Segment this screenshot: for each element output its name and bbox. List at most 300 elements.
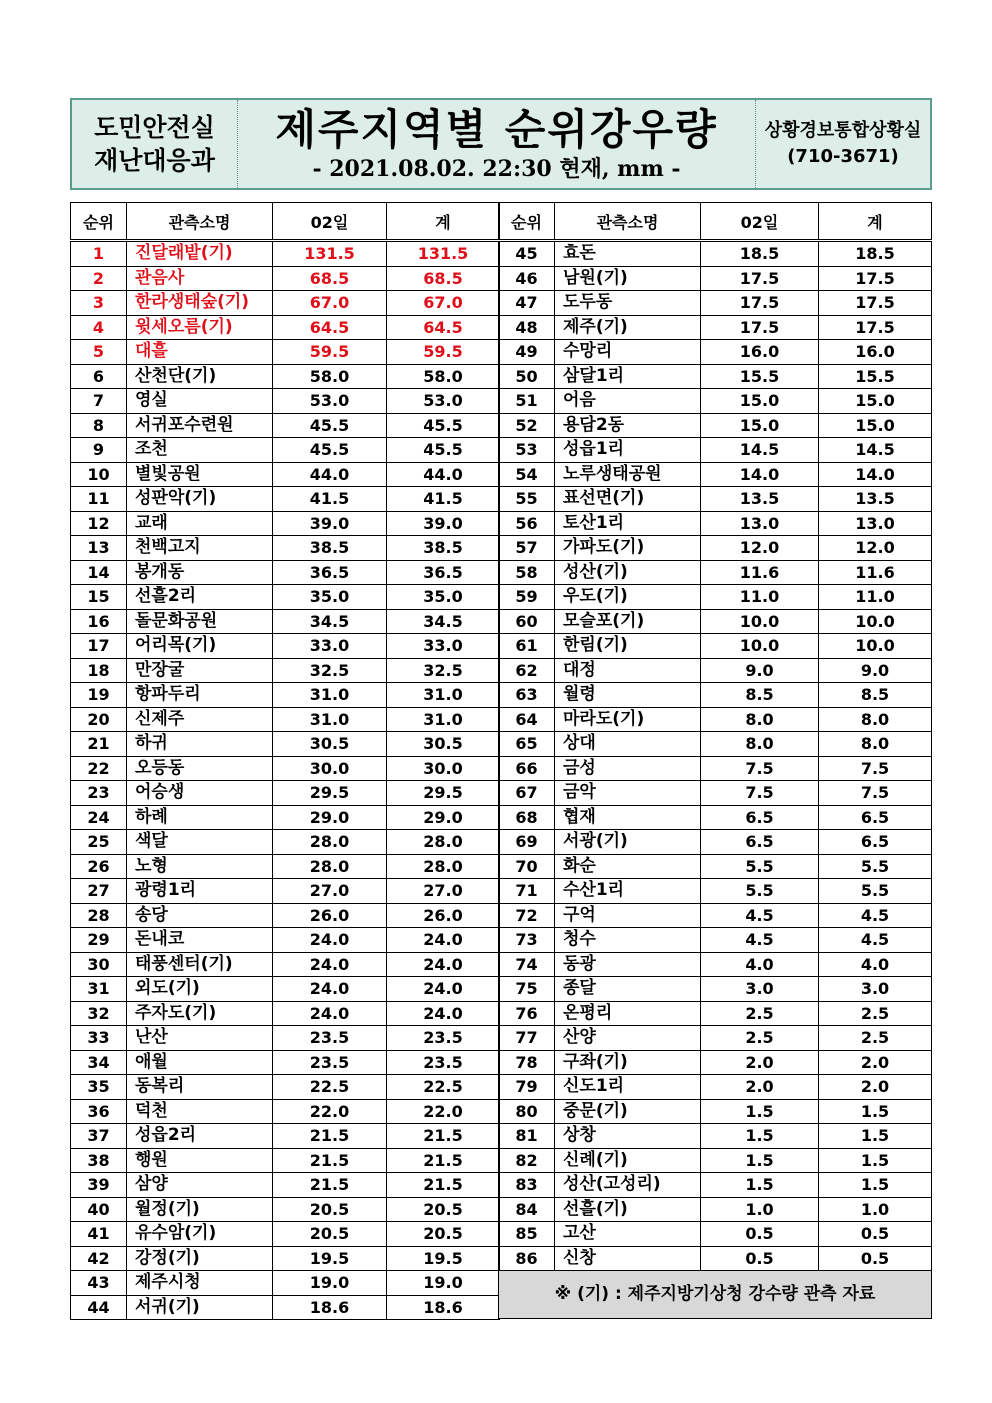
day-rainfall-cell: 17.5 <box>701 266 819 291</box>
total-rainfall-cell: 1.0 <box>819 1197 932 1222</box>
station-name-cell: 삼달1리 <box>555 364 701 389</box>
total-rainfall-cell: 24.0 <box>387 952 500 977</box>
station-name-cell: 한라생태숲(기) <box>127 291 273 316</box>
day-rainfall-cell: 1.5 <box>701 1099 819 1124</box>
footnote: ※ (기) : 제주지방기상청 강수량 관측 자료 <box>499 1271 932 1319</box>
rank-cell: 68 <box>499 805 555 830</box>
header-total: 계 <box>387 203 500 241</box>
total-rainfall-cell: 4.0 <box>819 952 932 977</box>
day-rainfall-cell: 1.5 <box>701 1148 819 1173</box>
total-rainfall-cell: 24.0 <box>387 1001 500 1026</box>
day-rainfall-cell: 0.5 <box>701 1222 819 1247</box>
table-row <box>71 560 500 585</box>
total-rainfall-cell: 7.5 <box>819 781 932 806</box>
day-rainfall-cell: 67.0 <box>273 291 387 316</box>
day-rainfall-cell: 13.5 <box>701 487 819 512</box>
total-rainfall-cell: 4.5 <box>819 928 932 953</box>
table-row <box>499 830 932 855</box>
rank-cell: 36 <box>71 1099 127 1124</box>
day-rainfall-cell: 30.0 <box>273 756 387 781</box>
table-row <box>71 585 500 610</box>
table-row <box>71 511 500 536</box>
station-name-cell: 태풍센터(기) <box>127 952 273 977</box>
rank-cell: 43 <box>71 1271 127 1296</box>
total-rainfall-cell: 30.5 <box>387 732 500 757</box>
rank-cell: 57 <box>499 536 555 561</box>
total-rainfall-cell: 8.0 <box>819 732 932 757</box>
station-name-cell: 어음 <box>555 389 701 414</box>
day-rainfall-cell: 18.5 <box>701 241 819 267</box>
total-rainfall-cell: 44.0 <box>387 462 500 487</box>
day-rainfall-cell: 18.6 <box>273 1295 387 1320</box>
rank-cell: 42 <box>71 1246 127 1271</box>
station-name-cell: 토산1리 <box>555 511 701 536</box>
station-name-cell: 유수암(기) <box>127 1222 273 1247</box>
day-rainfall-cell: 44.0 <box>273 462 387 487</box>
station-name-cell: 조천 <box>127 438 273 463</box>
table-row <box>71 879 500 904</box>
table-row <box>71 781 500 806</box>
total-rainfall-cell: 21.5 <box>387 1148 500 1173</box>
table-row <box>499 634 932 659</box>
total-rainfall-cell: 22.5 <box>387 1075 500 1100</box>
page-title: 제주지역별 순위강우량 <box>275 105 718 154</box>
rank-cell: 3 <box>71 291 127 316</box>
table-row <box>499 266 932 291</box>
station-name-cell: 애월 <box>127 1050 273 1075</box>
table-row <box>71 1001 500 1026</box>
rank-cell: 40 <box>71 1197 127 1222</box>
rank-cell: 47 <box>499 291 555 316</box>
total-rainfall-cell: 10.0 <box>819 609 932 634</box>
station-name-cell: 윗세오름(기) <box>127 315 273 340</box>
department-line2: 재난대응과 <box>94 146 215 175</box>
rank-cell: 59 <box>499 585 555 610</box>
total-rainfall-cell: 9.0 <box>819 658 932 683</box>
table-row <box>71 1173 500 1198</box>
total-rainfall-cell: 4.5 <box>819 903 932 928</box>
total-rainfall-cell: 21.5 <box>387 1124 500 1149</box>
station-name-cell: 송당 <box>127 903 273 928</box>
total-rainfall-cell: 0.5 <box>819 1222 932 1247</box>
header-day: 02일 <box>273 203 387 241</box>
day-rainfall-cell: 53.0 <box>273 389 387 414</box>
table-row <box>71 854 500 879</box>
total-rainfall-cell: 27.0 <box>387 879 500 904</box>
day-rainfall-cell: 22.5 <box>273 1075 387 1100</box>
table-row <box>71 1246 500 1271</box>
total-rainfall-cell: 14.0 <box>819 462 932 487</box>
table-row <box>71 1148 500 1173</box>
station-name-cell: 청수 <box>555 928 701 953</box>
department-line1: 도민안전실 <box>94 113 215 142</box>
day-rainfall-cell: 59.5 <box>273 340 387 365</box>
day-rainfall-cell: 26.0 <box>273 903 387 928</box>
station-name-cell: 산양 <box>555 1026 701 1051</box>
rank-cell: 38 <box>71 1148 127 1173</box>
department-box <box>72 100 238 188</box>
rank-cell: 15 <box>71 585 127 610</box>
rank-cell: 81 <box>499 1124 555 1149</box>
header-total: 계 <box>819 203 932 241</box>
rank-cell: 82 <box>499 1148 555 1173</box>
table-row <box>71 1026 500 1051</box>
rank-cell: 26 <box>71 854 127 879</box>
station-name-cell: 수망리 <box>555 340 701 365</box>
rank-cell: 16 <box>71 609 127 634</box>
day-rainfall-cell: 21.5 <box>273 1124 387 1149</box>
rank-cell: 50 <box>499 364 555 389</box>
station-name-cell: 한림(기) <box>555 634 701 659</box>
table-row <box>499 291 932 316</box>
table-row <box>499 903 932 928</box>
total-rainfall-cell: 20.5 <box>387 1222 500 1247</box>
day-rainfall-cell: 15.5 <box>701 364 819 389</box>
station-name-cell: 선흘(기) <box>555 1197 701 1222</box>
station-name-cell: 돌문화공원 <box>127 609 273 634</box>
table-row <box>499 438 932 463</box>
table-row <box>71 291 500 316</box>
table-row <box>499 585 932 610</box>
rank-cell: 10 <box>71 462 127 487</box>
table-row <box>499 977 932 1002</box>
total-rainfall-cell: 58.0 <box>387 364 500 389</box>
day-rainfall-cell: 3.0 <box>701 977 819 1002</box>
table-row <box>71 805 500 830</box>
day-rainfall-cell: 19.0 <box>273 1271 387 1296</box>
rank-cell: 58 <box>499 560 555 585</box>
table-row <box>499 1099 932 1124</box>
table-row <box>71 241 500 267</box>
total-rainfall-cell: 2.5 <box>819 1026 932 1051</box>
rank-cell: 22 <box>71 756 127 781</box>
rank-cell: 14 <box>71 560 127 585</box>
total-rainfall-cell: 14.5 <box>819 438 932 463</box>
day-rainfall-cell: 14.5 <box>701 438 819 463</box>
day-rainfall-cell: 29.5 <box>273 781 387 806</box>
station-name-cell: 교래 <box>127 511 273 536</box>
table-row <box>499 1075 932 1100</box>
total-rainfall-cell: 17.5 <box>819 291 932 316</box>
rank-cell: 28 <box>71 903 127 928</box>
total-rainfall-cell: 15.0 <box>819 413 932 438</box>
total-rainfall-cell: 36.5 <box>387 560 500 585</box>
station-name-cell: 관음사 <box>127 266 273 291</box>
total-rainfall-cell: 15.0 <box>819 389 932 414</box>
station-name-cell: 어승생 <box>127 781 273 806</box>
day-rainfall-cell: 68.5 <box>273 266 387 291</box>
day-rainfall-cell: 15.0 <box>701 389 819 414</box>
table-row <box>71 462 500 487</box>
station-name-cell: 영실 <box>127 389 273 414</box>
rank-cell: 71 <box>499 879 555 904</box>
station-name-cell: 난산 <box>127 1026 273 1051</box>
total-rainfall-cell: 2.0 <box>819 1075 932 1100</box>
day-rainfall-cell: 24.0 <box>273 1001 387 1026</box>
day-rainfall-cell: 6.5 <box>701 805 819 830</box>
station-name-cell: 상대 <box>555 732 701 757</box>
station-name-cell: 외도(기) <box>127 977 273 1002</box>
total-rainfall-cell: 11.0 <box>819 585 932 610</box>
contact-phone: (710-3671) <box>787 146 899 167</box>
rank-cell: 72 <box>499 903 555 928</box>
station-name-cell: 천백고지 <box>127 536 273 561</box>
station-name-cell: 동광 <box>555 952 701 977</box>
table-row <box>499 364 932 389</box>
table-row <box>499 413 932 438</box>
day-rainfall-cell: 64.5 <box>273 315 387 340</box>
total-rainfall-cell: 19.5 <box>387 1246 500 1271</box>
rank-cell: 17 <box>71 634 127 659</box>
rank-cell: 31 <box>71 977 127 1002</box>
rank-cell: 75 <box>499 977 555 1002</box>
rank-cell: 49 <box>499 340 555 365</box>
station-name-cell: 마라도(기) <box>555 707 701 732</box>
rank-cell: 23 <box>71 781 127 806</box>
rank-cell: 76 <box>499 1001 555 1026</box>
station-name-cell: 온평리 <box>555 1001 701 1026</box>
station-name-cell: 어리목(기) <box>127 634 273 659</box>
table-row <box>71 830 500 855</box>
rank-cell: 2 <box>71 266 127 291</box>
rank-cell: 20 <box>71 707 127 732</box>
table-row <box>499 1173 932 1198</box>
rainfall-table-left <box>70 202 500 1320</box>
table-row <box>71 487 500 512</box>
total-rainfall-cell: 11.6 <box>819 560 932 585</box>
table-row <box>71 340 500 365</box>
day-rainfall-cell: 7.5 <box>701 756 819 781</box>
rank-cell: 18 <box>71 658 127 683</box>
total-rainfall-cell: 68.5 <box>387 266 500 291</box>
total-rainfall-cell: 13.5 <box>819 487 932 512</box>
table-row <box>499 707 932 732</box>
day-rainfall-cell: 33.0 <box>273 634 387 659</box>
station-name-cell: 신도1리 <box>555 1075 701 1100</box>
station-name-cell: 중문(기) <box>555 1099 701 1124</box>
total-rainfall-cell: 31.0 <box>387 707 500 732</box>
total-rainfall-cell: 13.0 <box>819 511 932 536</box>
station-name-cell: 서귀포수련원 <box>127 413 273 438</box>
rank-cell: 30 <box>71 952 127 977</box>
table-row <box>499 487 932 512</box>
station-name-cell: 대정 <box>555 658 701 683</box>
day-rainfall-cell: 24.0 <box>273 977 387 1002</box>
station-name-cell: 덕천 <box>127 1099 273 1124</box>
day-rainfall-cell: 10.0 <box>701 634 819 659</box>
table-row <box>499 241 932 267</box>
day-rainfall-cell: 19.5 <box>273 1246 387 1271</box>
total-rainfall-cell: 2.5 <box>819 1001 932 1026</box>
station-name-cell: 월령 <box>555 683 701 708</box>
day-rainfall-cell: 31.0 <box>273 683 387 708</box>
rank-cell: 78 <box>499 1050 555 1075</box>
rank-cell: 8 <box>71 413 127 438</box>
table-row <box>499 1197 932 1222</box>
table-row <box>71 634 500 659</box>
table-row <box>71 1075 500 1100</box>
rank-cell: 33 <box>71 1026 127 1051</box>
rainfall-table-right <box>498 202 932 1319</box>
rank-cell: 51 <box>499 389 555 414</box>
station-name-cell: 성산(고성리) <box>555 1173 701 1198</box>
rank-cell: 48 <box>499 315 555 340</box>
day-rainfall-cell: 28.0 <box>273 830 387 855</box>
header-station: 관측소명 <box>127 203 273 241</box>
total-rainfall-cell: 41.5 <box>387 487 500 512</box>
day-rainfall-cell: 22.0 <box>273 1099 387 1124</box>
station-name-cell: 만장굴 <box>127 658 273 683</box>
day-rainfall-cell: 58.0 <box>273 364 387 389</box>
day-rainfall-cell: 28.0 <box>273 854 387 879</box>
total-rainfall-cell: 67.0 <box>387 291 500 316</box>
note-row <box>499 1271 932 1319</box>
table-row <box>71 266 500 291</box>
station-name-cell: 신례(기) <box>555 1148 701 1173</box>
rank-cell: 46 <box>499 266 555 291</box>
rank-cell: 13 <box>71 536 127 561</box>
total-rainfall-cell: 7.5 <box>819 756 932 781</box>
table-row <box>71 1295 500 1320</box>
day-rainfall-cell: 0.5 <box>701 1246 819 1271</box>
total-rainfall-cell: 53.0 <box>387 389 500 414</box>
rank-cell: 77 <box>499 1026 555 1051</box>
day-rainfall-cell: 20.5 <box>273 1197 387 1222</box>
station-name-cell: 오등동 <box>127 756 273 781</box>
rank-cell: 83 <box>499 1173 555 1198</box>
station-name-cell: 우도(기) <box>555 585 701 610</box>
total-rainfall-cell: 34.5 <box>387 609 500 634</box>
day-rainfall-cell: 45.5 <box>273 438 387 463</box>
day-rainfall-cell: 10.0 <box>701 609 819 634</box>
table-header-row <box>71 203 500 241</box>
rank-cell: 12 <box>71 511 127 536</box>
table-row <box>71 732 500 757</box>
station-name-cell: 상창 <box>555 1124 701 1149</box>
total-rainfall-cell: 12.0 <box>819 536 932 561</box>
day-rainfall-cell: 24.0 <box>273 952 387 977</box>
total-rainfall-cell: 38.5 <box>387 536 500 561</box>
rank-cell: 54 <box>499 462 555 487</box>
table-row <box>71 315 500 340</box>
rank-cell: 25 <box>71 830 127 855</box>
table-row <box>71 1197 500 1222</box>
table-row <box>499 854 932 879</box>
day-rainfall-cell: 35.0 <box>273 585 387 610</box>
total-rainfall-cell: 3.0 <box>819 977 932 1002</box>
table-row <box>71 952 500 977</box>
station-name-cell: 종달 <box>555 977 701 1002</box>
station-name-cell: 용담2동 <box>555 413 701 438</box>
rank-cell: 11 <box>71 487 127 512</box>
day-rainfall-cell: 36.5 <box>273 560 387 585</box>
total-rainfall-cell: 45.5 <box>387 413 500 438</box>
rank-cell: 67 <box>499 781 555 806</box>
day-rainfall-cell: 1.0 <box>701 1197 819 1222</box>
day-rainfall-cell: 6.5 <box>701 830 819 855</box>
day-rainfall-cell: 4.5 <box>701 928 819 953</box>
station-name-cell: 성산(기) <box>555 560 701 585</box>
day-rainfall-cell: 23.5 <box>273 1026 387 1051</box>
station-name-cell: 진달래밭(기) <box>127 241 273 267</box>
day-rainfall-cell: 5.5 <box>701 879 819 904</box>
table-row <box>71 364 500 389</box>
rank-cell: 27 <box>71 879 127 904</box>
rank-cell: 52 <box>499 413 555 438</box>
table-row <box>499 1026 932 1051</box>
station-name-cell: 구억 <box>555 903 701 928</box>
day-rainfall-cell: 14.0 <box>701 462 819 487</box>
rank-cell: 79 <box>499 1075 555 1100</box>
rank-cell: 84 <box>499 1197 555 1222</box>
rank-cell: 60 <box>499 609 555 634</box>
station-name-cell: 색달 <box>127 830 273 855</box>
total-rainfall-cell: 17.5 <box>819 266 932 291</box>
rank-cell: 70 <box>499 854 555 879</box>
day-rainfall-cell: 2.5 <box>701 1001 819 1026</box>
total-rainfall-cell: 8.0 <box>819 707 932 732</box>
table-row <box>71 1124 500 1149</box>
table-row <box>499 560 932 585</box>
day-rainfall-cell: 2.5 <box>701 1026 819 1051</box>
total-rainfall-cell: 28.0 <box>387 854 500 879</box>
day-rainfall-cell: 16.0 <box>701 340 819 365</box>
station-name-cell: 수산1리 <box>555 879 701 904</box>
total-rainfall-cell: 1.5 <box>819 1099 932 1124</box>
rank-cell: 19 <box>71 683 127 708</box>
rank-cell: 63 <box>499 683 555 708</box>
rank-cell: 35 <box>71 1075 127 1100</box>
station-name-cell: 도두동 <box>555 291 701 316</box>
page-subtitle: - 2021.08.02. 22:30 현재, mm - <box>312 156 681 182</box>
station-name-cell: 돈내코 <box>127 928 273 953</box>
table-row <box>499 462 932 487</box>
table-row <box>71 438 500 463</box>
station-name-cell: 표선면(기) <box>555 487 701 512</box>
table-row <box>71 389 500 414</box>
station-name-cell: 남원(기) <box>555 266 701 291</box>
day-rainfall-cell: 17.5 <box>701 291 819 316</box>
day-rainfall-cell: 17.5 <box>701 315 819 340</box>
station-name-cell: 노루생태공원 <box>555 462 701 487</box>
day-rainfall-cell: 29.0 <box>273 805 387 830</box>
station-name-cell: 광령1리 <box>127 879 273 904</box>
table-row <box>499 315 932 340</box>
total-rainfall-cell: 6.5 <box>819 805 932 830</box>
table-row <box>71 928 500 953</box>
day-rainfall-cell: 34.5 <box>273 609 387 634</box>
rank-cell: 44 <box>71 1295 127 1320</box>
contact-box <box>756 100 930 188</box>
day-rainfall-cell: 12.0 <box>701 536 819 561</box>
table-row <box>499 389 932 414</box>
station-name-cell: 화순 <box>555 854 701 879</box>
table-row <box>499 1246 932 1271</box>
day-rainfall-cell: 20.5 <box>273 1222 387 1247</box>
total-rainfall-cell: 26.0 <box>387 903 500 928</box>
total-rainfall-cell: 8.5 <box>819 683 932 708</box>
total-rainfall-cell: 39.0 <box>387 511 500 536</box>
table-row <box>499 1124 932 1149</box>
total-rainfall-cell: 18.6 <box>387 1295 500 1320</box>
station-name-cell: 항파두리 <box>127 683 273 708</box>
day-rainfall-cell: 30.5 <box>273 732 387 757</box>
table-row <box>499 1148 932 1173</box>
rank-cell: 56 <box>499 511 555 536</box>
table-row <box>71 1050 500 1075</box>
rank-cell: 86 <box>499 1246 555 1271</box>
total-rainfall-cell: 28.0 <box>387 830 500 855</box>
